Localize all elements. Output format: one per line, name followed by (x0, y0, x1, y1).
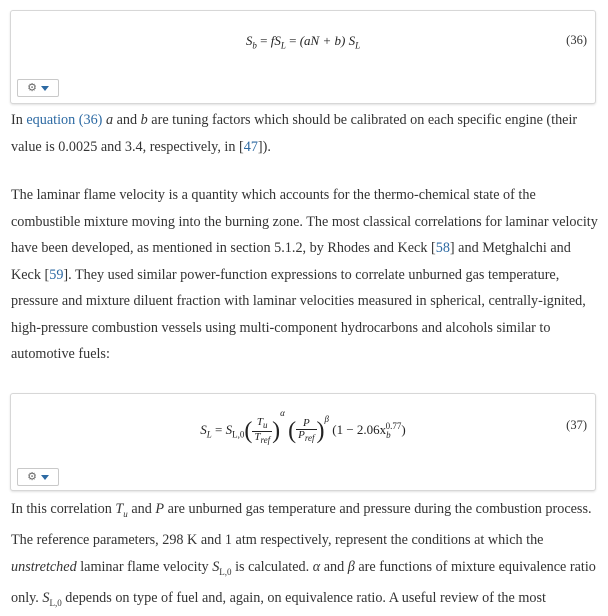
para3-p: P (155, 501, 165, 517)
para3-text-4: laminar flame velocity (76, 558, 213, 575)
equation-box-37 (10, 393, 596, 491)
eq36-rhs-sub: L (355, 40, 361, 51)
equation-box-36 (10, 10, 596, 104)
eq37-alpha: α (280, 408, 285, 418)
para1-var-b: b (140, 112, 148, 128)
eq37-p-den-sub: ref (304, 433, 315, 444)
reference-link-47[interactable]: 47 (243, 138, 258, 155)
eq37-tail-sup: 0.77 (385, 420, 402, 431)
equation-menu-button-37[interactable] (17, 468, 59, 486)
para3-sl0b: S (42, 590, 50, 607)
equation-number-37: (37) (566, 418, 587, 432)
para3-text-5: is calculated. (231, 558, 313, 575)
para3-tu-sub: u (123, 508, 128, 519)
eq37-paren-open-1: ( (244, 418, 253, 445)
eq37-t-den: T (254, 430, 261, 443)
para1-text-3: and (113, 112, 141, 128)
para3-sl0: S (212, 558, 220, 575)
eq37-tail-close: ) (401, 422, 406, 437)
reference-link-58[interactable]: 58 (435, 240, 450, 256)
para3-text-6: and (320, 558, 348, 575)
eq37-s0: S (225, 422, 233, 437)
equation-menu-button-36[interactable] (17, 79, 59, 97)
para3-tu: T (115, 501, 124, 517)
eq37-frac-t (252, 417, 272, 444)
para2-text-3: ]. They used similar power-function expressions to correlate unburned gas temperature, pressure and mixture diluent fraction with laminar velocities measured in spherical, centrally-ignited, high-pressure combustion vessels using multi-component hydrocarbons and alcohols similar to automotive fuels: (11, 266, 586, 362)
eq37-t-num: T (256, 416, 264, 429)
para1-var-a: a (105, 112, 114, 128)
eq37-tail-sub: b (386, 429, 391, 440)
eq37-beta: β (324, 414, 329, 424)
eq37-lhs-sub: L (206, 429, 212, 440)
eq36-f: fS (270, 33, 281, 48)
para3-text-7: are functions of mixture equivalence ratio only. (11, 558, 596, 607)
equation-37 (11, 408, 595, 445)
para3-unstretched: unstretched (11, 558, 77, 575)
eq37-t-den-sub: ref (260, 434, 271, 445)
paragraph-3 (11, 496, 601, 616)
eq37-p-num: P (302, 417, 310, 430)
equation-36 (11, 33, 595, 51)
para1-text-4: are tuning factors which should be calibrated on each specific engine (their value is 0.0025 and 3.4, respectively, in [ (11, 112, 578, 155)
caret-down-icon (41, 475, 49, 480)
gear-icon: ⚙ (27, 470, 37, 483)
eq37-paren-open-2: ( (288, 418, 297, 445)
para3-text-8: depends on type of fuel and, again, on equivalence ratio. A useful review of the most (61, 590, 546, 607)
eq37-paren-close-1: ) (272, 418, 281, 445)
para3-text-2: and (127, 501, 156, 517)
gear-icon: ⚙ (27, 81, 37, 94)
paragraph-2 (11, 182, 601, 368)
equation-number-36: (36) (566, 33, 587, 47)
eq37-frac-p (296, 418, 316, 443)
eq36-f-sub: L (280, 40, 286, 51)
eq37-tail: (1 − 2.06x (332, 422, 387, 437)
eq37-p-den: P (298, 429, 305, 442)
para3-alpha: α (312, 558, 321, 575)
paragraph-1 (11, 107, 601, 160)
eq36-rhs: (aN + b) S (299, 33, 356, 48)
eq37-eq: = (214, 422, 223, 437)
reference-link-59[interactable]: 59 (49, 266, 64, 283)
caret-down-icon (41, 86, 49, 91)
eq37-paren-close-2: ) (316, 418, 325, 445)
eq36-lhs: S (245, 33, 253, 48)
equation-36-link[interactable]: equation (36) (26, 112, 103, 128)
eq37-t-num-sub: u (263, 420, 268, 431)
para2-text-1: The laminar flame velocity is a quantity which accounts for the thermo-chemical state of the combustible mixture moving into the burning zone. The most classical correlations for laminar velocity have been developed, as mentioned in section 5.1.2, by Rhodes and Keck [ (11, 187, 598, 256)
para2-text-2: ] and Metghalchi and Keck [ (11, 240, 571, 283)
para1-text-1: In (11, 112, 27, 128)
eq36-eq2: = (289, 33, 297, 48)
eq36-eq1: = (260, 33, 268, 48)
eq37-lhs: S (200, 422, 207, 437)
para3-text-1: In this correlation (11, 501, 116, 517)
para3-text-3: are unburned gas temperature and pressure during the combustion process. The reference parameters, 298 K and 1 atm respectively, represent the conditions at which the (11, 501, 592, 549)
para3-beta: β (347, 558, 355, 575)
para1-text-5: ]). (257, 138, 271, 155)
para3-sl0b-sub: L,0 (49, 597, 62, 608)
eq36-lhs-sub: b (252, 40, 257, 51)
eq37-s0-sub: L,0 (232, 429, 245, 440)
para3-sl0-sub: L,0 (219, 566, 232, 577)
